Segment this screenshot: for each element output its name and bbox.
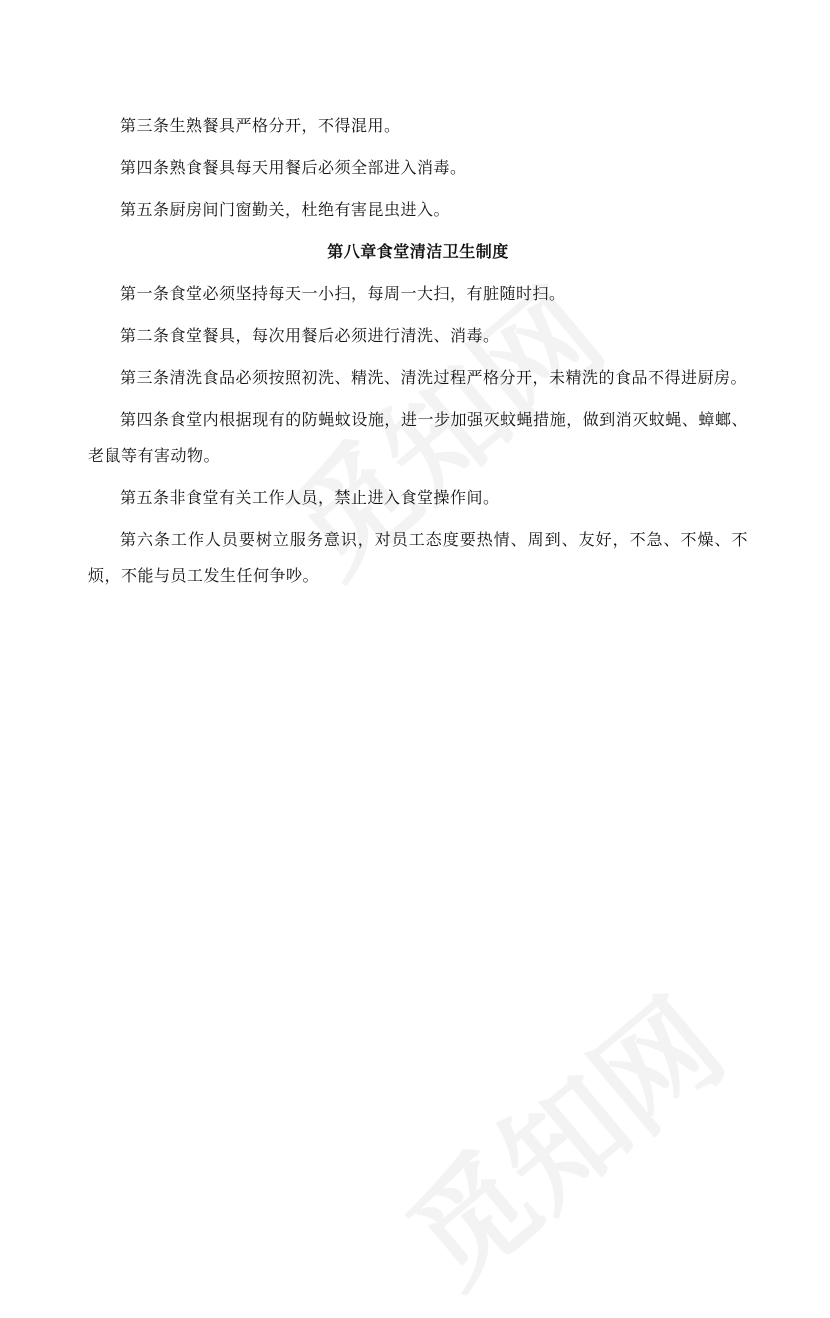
article-5-paragraph: 第五条厨房间门窗勤关，杜绝有害昆虫进入。: [120, 200, 451, 219]
document-body: [88, 108, 748, 600]
chapter8-article-6: 第六条工作人员要树立服务意识，对员工态度要热情、周到、友好，不急、不燥、不烦，不能与员工发生任何争吵。: [88, 530, 748, 585]
chapter8-article-4: 第四条食堂内根据现有的防蝇蚊设施，进一步加强灭蚊蝇措施，做到消灭蚊蝇、蟑螂、老鼠等有害动物。: [88, 410, 748, 465]
watermark-bottom: [367, 954, 753, 1317]
chapter8-article-3: 第三条清洗食品必须按照初洗、精洗、清洗过程严格分开，未精洗的食品不得进厨房。: [120, 368, 748, 387]
article-4-paragraph: 第四条熟食餐具每天用餐后必须全部进入消毒。: [120, 158, 467, 177]
article-3-paragraph: 第三条生熟餐具严格分开，不得混用。: [120, 116, 401, 135]
chapter8-article-1: 第一条食堂必须坚持每天一小扫，每周一大扫，有脏随时扫。: [120, 284, 566, 303]
chapter8-article-2: 第二条食堂餐具，每次用餐后必须进行清洗、消毒。: [120, 326, 500, 345]
chapter-heading: 第八章食堂清洁卫生制度: [327, 242, 509, 261]
chapter8-article-5: 第五条非食堂有关工作人员，禁止进入食堂操作间。: [120, 488, 500, 507]
